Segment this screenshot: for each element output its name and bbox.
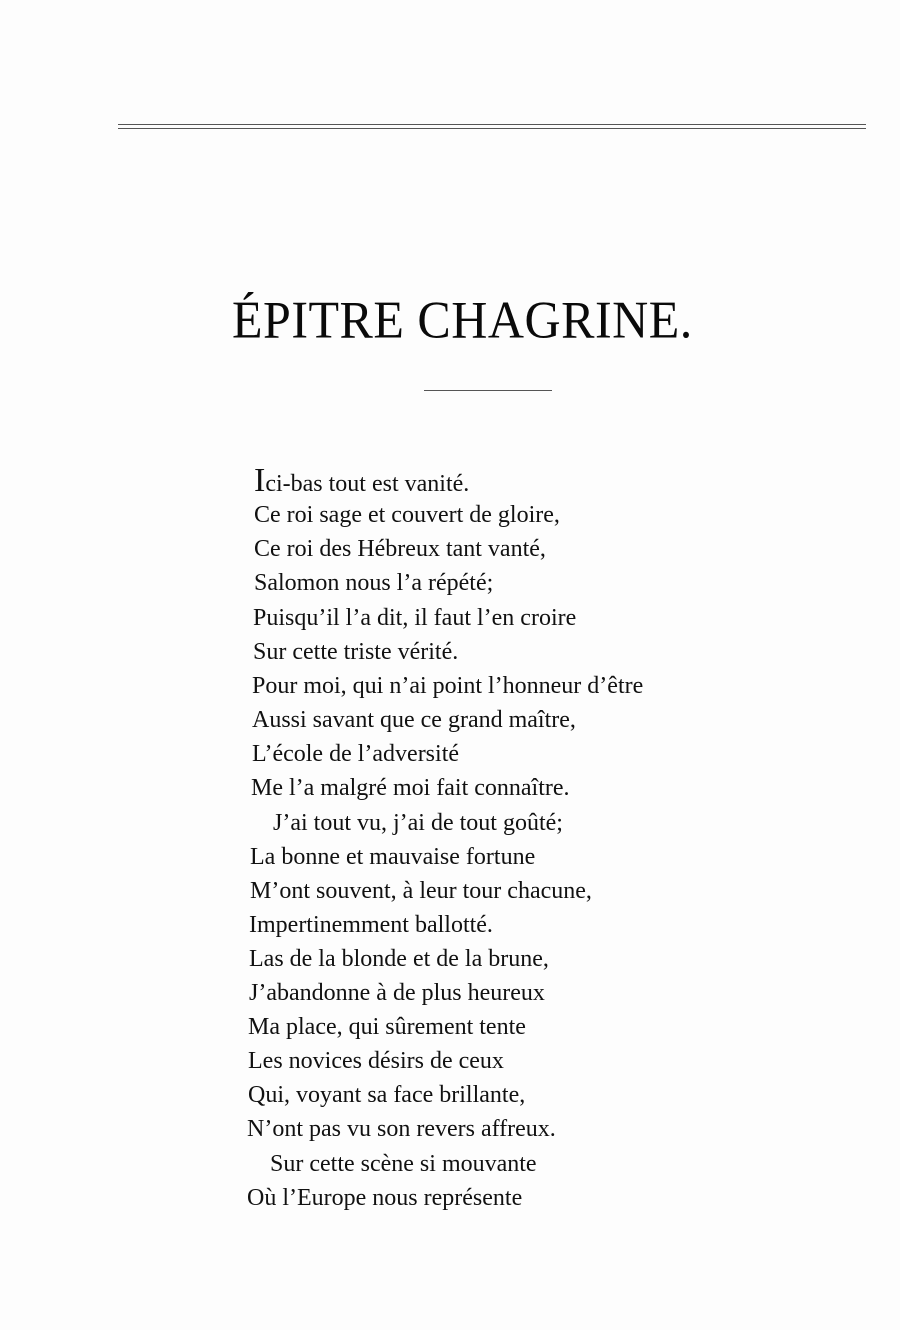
verse-line: J’abandonne à de plus heureux [249, 980, 545, 1006]
verse-line: La bonne et mauvaise fortune [250, 844, 536, 870]
verse-line: Salomon nous l’a répété; [254, 570, 494, 596]
rule-line [118, 128, 866, 129]
page-title: ÉPITRE CHAGRINE. [232, 290, 693, 349]
verse-line: M’ont souvent, à leur tour chacune, [250, 878, 592, 904]
verse-line: Qui, voyant sa face brillante, [248, 1082, 526, 1108]
verse-line-indented: Sur cette scène si mouvante [270, 1151, 537, 1177]
verse-line: Pour moi, qui n’ai point l’honneur d’être [252, 673, 644, 699]
initial-letter: I [254, 462, 266, 499]
verse-line-first [254, 462, 470, 499]
verse-line: Aussi savant que ce grand maître, [252, 707, 576, 733]
verse-line: Me l’a malgré moi fait connaître. [251, 775, 570, 801]
title-underline [424, 390, 552, 391]
title-block [0, 288, 900, 348]
verse-line-indented: J’ai tout vu, j’ai de tout goûté; [273, 810, 563, 836]
verse-line: L’école de l’adversité [252, 741, 460, 767]
rule-line [118, 124, 866, 125]
verse-line: Sur cette triste vérité. [253, 639, 459, 665]
header-double-rule [118, 124, 866, 130]
verse-line: Ce roi sage et couvert de gloire, [254, 502, 560, 528]
verse-line: Puisqu’il l’a dit, il faut l’en croire [253, 605, 577, 631]
verse-line: Las de la blonde et de la brune, [249, 946, 549, 972]
verse-line: N’ont pas vu son revers affreux. [247, 1116, 556, 1142]
verse-line: Les novices désirs de ceux [248, 1048, 504, 1074]
verse-line: Ce roi des Hébreux tant vanté, [254, 536, 546, 562]
verse-line: Où l’Europe nous représente [247, 1185, 523, 1211]
verse-line: Ma place, qui sûrement tente [248, 1014, 526, 1040]
verse-line: Impertinemment ballotté. [249, 912, 493, 938]
verse-text: ci-bas tout est vanité. [265, 471, 470, 497]
